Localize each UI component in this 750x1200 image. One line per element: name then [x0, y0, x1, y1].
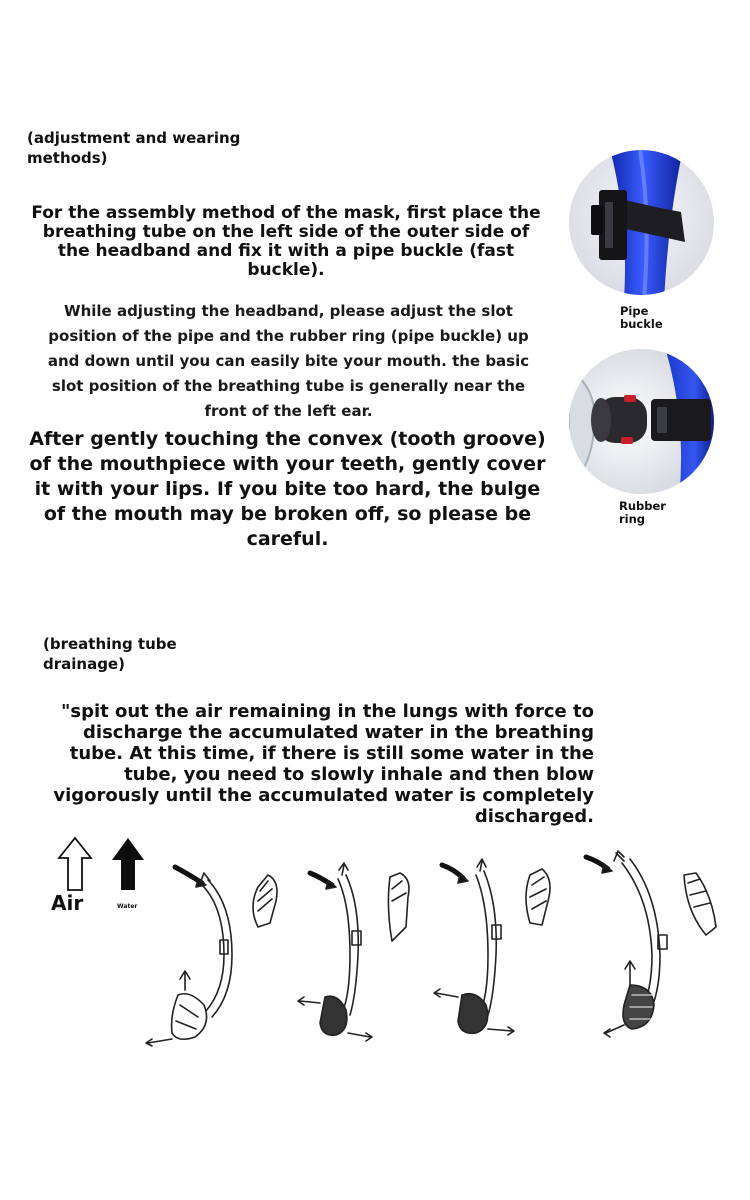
pipe-buckle-photo	[569, 150, 714, 295]
assembly-paragraph: For the assembly method of the mask, first place the breathing tube on the left side of the outer side of the headband and fix it with a pipe buckle (fast buckle).	[31, 203, 541, 280]
drainage-diagram	[140, 845, 730, 1055]
section-heading-adjustment: (adjustment and wearing methods)	[27, 129, 241, 167]
rubber-ring-photo	[569, 349, 714, 494]
mouthpiece-paragraph: After gently touching the convex (tooth groove) of the mouthpiece with your teeth, gently cover it with your lips. If you bite too hard, the bulge of the mouth may be broken off, so please be careful.	[29, 428, 546, 550]
water-legend-label: Water	[117, 903, 138, 910]
snorkel-sketch-3	[434, 859, 550, 1035]
pipe-buckle-caption: Pipe buckle	[620, 304, 663, 331]
section-heading-drainage: (breathing tube drainage)	[43, 635, 177, 673]
air-legend-label: Air	[51, 891, 84, 915]
rubber-ring-caption: Rubber ring	[619, 499, 666, 526]
drainage-paragraph: "spit out the air remaining in the lungs with force to discharge the accumulated water in the breathing tube. At this time, if there is still some water in the tube, you need to slowly inhale and then blow vigorously until the accumulated water is completely discharged.	[53, 701, 594, 827]
snorkel-sketch-2	[298, 863, 409, 1041]
snorkel-sketch-1	[146, 867, 277, 1046]
snorkel-sketch-4	[586, 851, 716, 1037]
adjustment-paragraph: While adjusting the headband, please adjust the slot position of the pipe and the rubber ring (pipe buckle) up and down until you can easily bite your mouth. the basic slot position of the breathing tube is generally near the front of the left ear.	[47, 302, 530, 420]
air-arrow-icon	[55, 836, 95, 892]
